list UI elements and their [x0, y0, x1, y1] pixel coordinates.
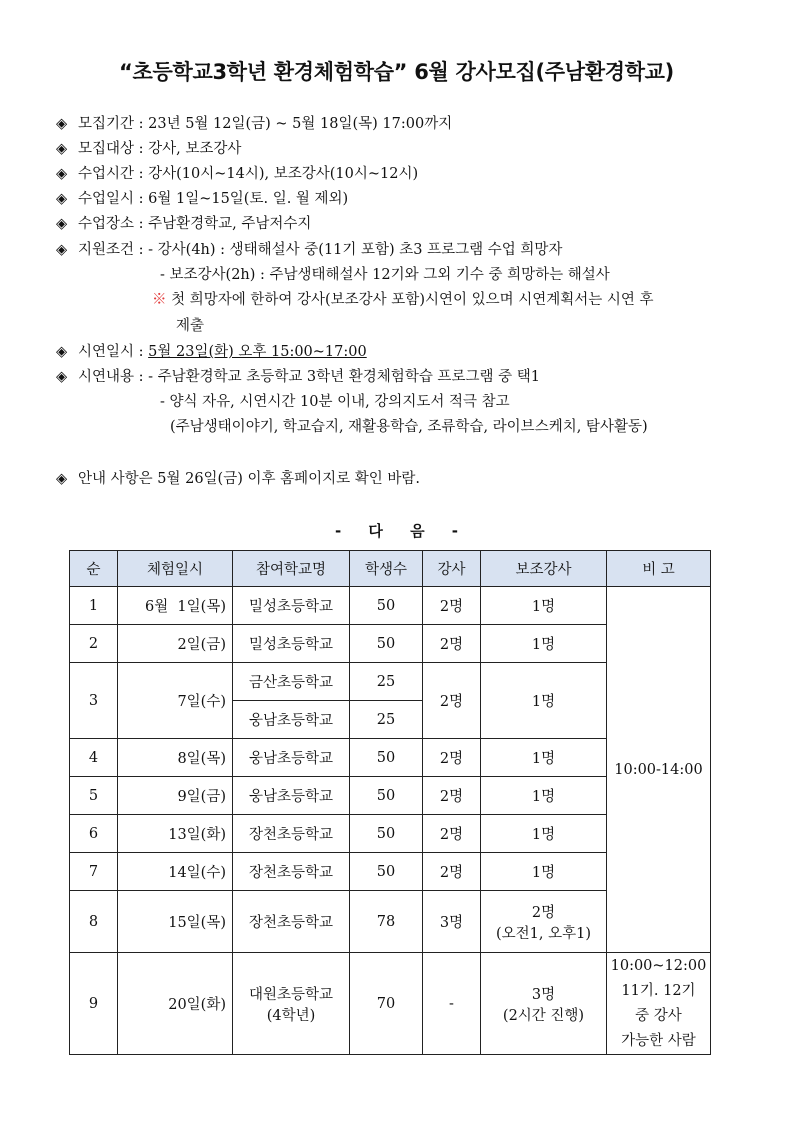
info-demo-2: - 양식 자유, 시연시간 10분 이내, 강의지도서 적극 참고: [160, 394, 510, 410]
cell-assistants: 1명: [481, 853, 607, 891]
cell-no: 5: [70, 777, 118, 815]
info-class-date: ◈ 수업일시 : 6월 1일~15일(토. 일. 월 제외): [56, 187, 348, 211]
diamond-bullet-icon: ◈: [56, 141, 68, 157]
note-mark-icon: ※: [152, 292, 167, 308]
diamond-bullet-icon: ◈: [56, 369, 68, 385]
cell-school: 장천초등학교: [233, 815, 350, 853]
cell-no: 4: [70, 739, 118, 777]
cell-assistants: 1명: [481, 587, 607, 625]
info-condition-2: - 보조강사(2h) : 주남생태해설사 12기와 그외 기수 중 희망하는 해설사: [160, 267, 610, 283]
header-date: 체험일시: [118, 551, 233, 587]
info-note: ※ 첫 희망자에 한하여 강사(보조강사 포함)시연이 있으며 시연계획서는 시연 후: [152, 292, 654, 308]
cell-no: 6: [70, 815, 118, 853]
info-conditions: ◈ 지원조건 : - 강사(4h) : 생태해설사 중(11기 포함) 초3 프로그램 수업 희망자: [56, 238, 562, 262]
cell-school: 웅남초등학교: [233, 739, 350, 777]
cell-date: 14일(수): [118, 853, 233, 891]
cell-assistants: 1명: [481, 663, 607, 739]
table-row: [70, 587, 711, 625]
cell-students: 50: [350, 587, 423, 625]
cell-date: 13일(화): [118, 815, 233, 853]
cell-teachers: 2명: [423, 587, 481, 625]
table-header-row: [70, 551, 711, 587]
diamond-bullet-icon: ◈: [56, 166, 68, 182]
cell-date: 2일(금): [118, 625, 233, 663]
cell-date: 8일(목): [118, 739, 233, 777]
cell-students: 78: [350, 891, 423, 953]
diamond-bullet-icon: ◈: [56, 216, 68, 232]
diamond-bullet-icon: ◈: [56, 242, 68, 258]
cell-no: 1: [70, 587, 118, 625]
cell-students: 50: [350, 777, 423, 815]
cell-no: 3: [70, 663, 118, 739]
cell-teachers: 2명: [423, 625, 481, 663]
section-heading: - 다 음 -: [334, 522, 459, 540]
cell-teachers: 2명: [423, 853, 481, 891]
cell-date: 20일(화): [118, 953, 233, 1055]
document-title: “초등학교3학년 환경체험학습” 6월 강사모집(주남환경학교): [119, 60, 674, 84]
cell-students: 25: [350, 701, 423, 739]
cell-school: 밀성초등학교: [233, 587, 350, 625]
cell-school: 밀성초등학교: [233, 625, 350, 663]
cell-school: 금산초등학교: [233, 663, 350, 701]
cell-assistants: 1명: [481, 625, 607, 663]
cell-remarks: 10:00-14:00: [607, 587, 711, 953]
diamond-bullet-icon: ◈: [56, 191, 68, 207]
cell-teachers: -: [423, 953, 481, 1055]
header-school: 참여학교명: [233, 551, 350, 587]
info-demo-3: (주남생태이야기, 학교습지, 재활용학습, 조류학습, 라이브스케치, 탐사활동): [170, 419, 648, 435]
info-notice: ◈ 안내 사항은 5월 26일(금) 이후 홈페이지로 확인 바람.: [56, 467, 420, 491]
cell-teachers: 2명: [423, 739, 481, 777]
cell-school: 웅남초등학교: [233, 777, 350, 815]
cell-students: 25: [350, 663, 423, 701]
cell-students: 50: [350, 815, 423, 853]
cell-date: 6월 1일(목): [118, 587, 233, 625]
diamond-bullet-icon: ◈: [56, 116, 68, 132]
cell-assistants: 1명: [481, 815, 607, 853]
cell-students: 50: [350, 739, 423, 777]
cell-assistants: 1명: [481, 777, 607, 815]
diamond-bullet-icon: ◈: [56, 471, 68, 487]
cell-students: 70: [350, 953, 423, 1055]
cell-date: 7일(수): [118, 663, 233, 739]
cell-students: 50: [350, 625, 423, 663]
cell-no: 8: [70, 891, 118, 953]
cell-teachers: 2명: [423, 777, 481, 815]
cell-students: 50: [350, 853, 423, 891]
info-target: ◈ 모집대상 : 강사, 보조강사: [56, 137, 241, 161]
info-demo-date: ◈ 시연일시 : 5월 23일(화) 오후 15:00~17:00: [56, 340, 367, 364]
header-assistants: 보조강사: [481, 551, 607, 587]
cell-no: 7: [70, 853, 118, 891]
cell-school: 웅남초등학교: [233, 701, 350, 739]
table-row: [70, 953, 711, 1055]
cell-teachers: 2명: [423, 815, 481, 853]
cell-remarks: 10:00~12:00 11기. 12기 중 강사 가능한 사람: [607, 953, 711, 1055]
cell-school: 장천초등학교: [233, 853, 350, 891]
cell-school: 대원초등학교 (4학년): [233, 953, 350, 1055]
header-students: 학생수: [350, 551, 423, 587]
header-remarks: 비 고: [607, 551, 711, 587]
diamond-bullet-icon: ◈: [56, 344, 68, 360]
cell-date: 15일(목): [118, 891, 233, 953]
cell-assistants: 1명: [481, 739, 607, 777]
cell-no: 9: [70, 953, 118, 1055]
header-teachers: 강사: [423, 551, 481, 587]
header-no: 순: [70, 551, 118, 587]
cell-teachers: 2명: [423, 663, 481, 739]
cell-school: 장천초등학교: [233, 891, 350, 953]
info-place: ◈ 수업장소 : 주남환경학교, 주남저수지: [56, 212, 311, 236]
info-note-cont: 제출: [176, 318, 205, 334]
schedule-table: [69, 550, 711, 1055]
cell-date: 9일(금): [118, 777, 233, 815]
info-demo-content: ◈ 시연내용 : - 주남환경학교 초등학교 3학년 환경체험학습 프로그램 중 택1: [56, 365, 540, 389]
cell-assistants: 3명 (2시간 진행): [481, 953, 607, 1055]
cell-assistants: 2명 (오전1, 오후1): [481, 891, 607, 953]
info-class-time: ◈ 수업시간 : 강사(10시~14시), 보조강사(10시~12시): [56, 162, 418, 186]
cell-teachers: 3명: [423, 891, 481, 953]
info-period: ◈ 모집기간 : 23년 5월 12일(금) ~ 5월 18일(목) 17:00까지: [56, 112, 452, 136]
cell-no: 2: [70, 625, 118, 663]
